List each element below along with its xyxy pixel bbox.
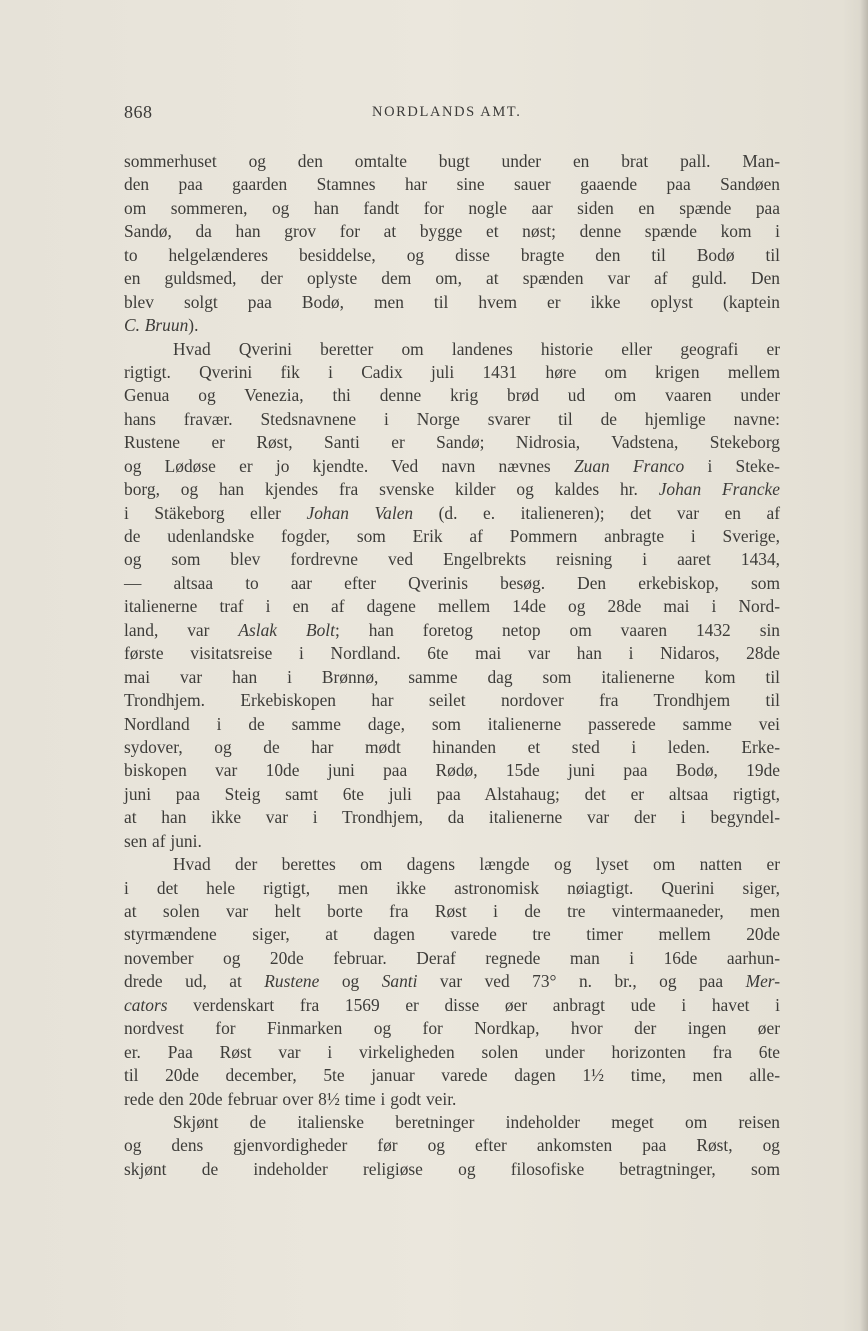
text-span: Trondhjem. Erkebiskopen har seilet nordover fra Trondhjem til: [124, 690, 780, 711]
text-span: de udenlandske fogder, som Erik af Pommern anbragte i Sverige,: [124, 526, 780, 546]
text-span: til 20de december, 5te januar varede dagen 1½ time, men alle-: [124, 1065, 780, 1086]
text-line: [124, 759, 780, 782]
text-span: Nordland i de samme dage, som italienerne passerede samme vei: [124, 713, 780, 734]
text-line: [124, 408, 780, 431]
text-span: blev solgt paa Bodø, men til hvem er ikke oplyst (kaptein: [124, 291, 780, 312]
text-line: [124, 338, 780, 361]
text-line: [124, 244, 780, 267]
text-line: [124, 736, 780, 759]
text-line: [124, 361, 780, 384]
text-line: [124, 806, 780, 829]
page-header: [124, 100, 780, 128]
italic-text: Santi: [381, 971, 418, 992]
page-edge-shadow: [860, 0, 868, 1331]
text-span: sommerhuset og den omtalte bugt under en brat pall. Man-: [124, 151, 780, 171]
italic-text: Mer-: [745, 971, 781, 992]
text-span: borg, og han kjendes fra svenske kilder og kaldes hr.: [124, 479, 659, 500]
text-line: [124, 853, 780, 876]
text-line: [124, 314, 780, 337]
text-span: hans fravær. Stedsnavnene i Norge svarer til de hjemlige navne:: [124, 408, 780, 429]
text-line: [124, 384, 780, 407]
text-line: [124, 947, 780, 970]
italic-text: cators: [124, 994, 168, 1015]
text-span: første visitatsreise i Nordland. 6te mai var han i Nidaros, 28de: [124, 643, 780, 664]
text-span: i det hele rigtigt, men ikke astronomisk nøiagtigt. Querini siger,: [124, 877, 780, 898]
text-line: [124, 455, 780, 478]
text-line: [124, 689, 780, 712]
text-span: italienerne traf i en af dagene mellem 14de og 28de mai i Nord-: [124, 596, 780, 617]
text-span: Skjønt de italienske beretninger indeholder meget om reisen: [173, 1111, 780, 1132]
text-span: skjønt de indeholder religiøse og filosofiske betragtninger, som: [124, 1158, 780, 1179]
text-line: [124, 572, 780, 595]
text-line: [124, 291, 780, 314]
text-span: juni paa Steig samt 6te juli paa Alstahaug; det er altsaa rigtigt,: [124, 783, 780, 804]
text-span: Genua og Venezia, thi denne krig brød ud om vaaren under: [124, 385, 780, 406]
text-line: [124, 642, 780, 665]
text-span: biskopen var 10de juni paa Rødø, 15de juni paa Bodø, 19de: [124, 760, 780, 781]
italic-text: Rustene: [264, 971, 320, 992]
text-span: ).: [188, 315, 199, 336]
text-span: og som blev fordrevne ved Engelbrekts reisning i aaret 1434,: [124, 549, 780, 570]
text-span: — altsaa to aar efter Qverinis besøg. Den erkebiskop, som: [124, 572, 780, 593]
italic-text: Aslak Bolt: [238, 619, 335, 640]
text-span: en guldsmed, der oplyste dem om, at spænden var af guld. Den: [124, 268, 780, 289]
text-span: (d. e. italieneren); det var en af: [413, 502, 781, 523]
text-span: land, var: [124, 619, 239, 640]
text-line: [124, 525, 780, 548]
text-line: [124, 502, 780, 525]
text-line: [124, 994, 780, 1017]
text-span: mai var han i Brønnø, samme dag som italienerne kom til: [124, 666, 780, 687]
text-line: [124, 173, 780, 196]
text-span: sydover, og de har mødt hinanden et sted i leden. Erke-: [124, 736, 780, 757]
text-span: nordvest for Finmarken og for Nordkap, hvor der ingen øer: [124, 1018, 780, 1039]
text-line: [124, 548, 780, 571]
text-span: og: [319, 971, 382, 992]
text-line: [124, 1017, 780, 1040]
text-span: november og 20de februar. Deraf regnede man i 16de aarhun-: [124, 947, 780, 968]
text-line: [124, 220, 780, 243]
text-line: [124, 713, 780, 736]
text-line: [124, 1111, 780, 1134]
text-line: [124, 1064, 780, 1087]
text-span: i Steke-: [684, 455, 780, 476]
running-head: NORDLANDS AMT.: [372, 104, 522, 120]
text-line: [124, 1041, 780, 1064]
text-line: [124, 1134, 780, 1157]
text-span: Hvad der berettes om dagens længde og lyset om natten er: [173, 854, 780, 875]
text-span: og Lødøse er jo kjendte. Ved navn nævnes: [124, 455, 574, 476]
text-line: [124, 783, 780, 806]
text-line: [124, 830, 780, 853]
text-line: [124, 1158, 780, 1181]
text-line: [124, 478, 780, 501]
page-number: 868: [124, 102, 153, 122]
text-span: Hvad Qverini beretter om landenes historie eller geografi er: [173, 338, 780, 359]
text-span: sen af juni.: [124, 830, 202, 851]
italic-text: Zuan Franco: [573, 455, 685, 476]
italic-text: C. Bruun: [124, 315, 189, 336]
text-span: rede den 20de februar over 8½ time i godt veir.: [124, 1088, 457, 1109]
text-span: ; han foretog netop om vaaren 1432 sin: [334, 619, 780, 640]
text-span: to helgelænderes besiddelse, og disse bragte den til Bodø til: [124, 244, 780, 265]
text-span: er. Paa Røst var i virkeligheden solen under horizonten fra 6te: [124, 1041, 780, 1062]
text-line: [124, 595, 780, 618]
text-span: i Stäkeborg eller: [124, 502, 307, 523]
text-span: at han ikke var i Trondhjem, da italienerne var der i begyndel-: [124, 807, 780, 828]
text-line: [124, 1088, 780, 1111]
italic-text: Johan Valen: [306, 502, 414, 523]
text-line: [124, 666, 780, 689]
text-line: [124, 619, 780, 642]
text-line: [124, 197, 780, 220]
text-line: [124, 900, 780, 923]
text-line: [124, 150, 780, 173]
text-span: var ved 73° n. br., og paa: [417, 971, 746, 992]
text-line: [124, 431, 780, 454]
text-line: [124, 267, 780, 290]
text-span: styrmændene siger, at dagen varede tre timer mellem 20de: [124, 924, 780, 945]
text-span: og dens gjenvordigheder før og efter ankomsten paa Røst, og: [124, 1135, 780, 1156]
text-span: rigtigt. Qverini fik i Cadix juli 1431 høre om krigen mellem: [124, 361, 780, 382]
text-line: [124, 877, 780, 900]
text-line: [124, 970, 780, 993]
text-span: om sommeren, og han fandt for nogle aar siden en spænde paa: [124, 197, 780, 218]
text-span: at solen var helt borte fra Røst i de tre vintermaaneder, men: [124, 901, 780, 921]
text-span: Sandø, da han grov for at bygge et nøst; denne spænde kom i: [124, 221, 780, 242]
text-span: den paa gaarden Stamnes har sine sauer gaaende paa Sandøen: [124, 174, 780, 195]
italic-text: Johan Francke: [658, 479, 780, 500]
body-text: [124, 150, 780, 1181]
text-span: drede ud, at: [124, 971, 265, 992]
text-span: verdenskart fra 1569 er disse øer anbragt ude i havet i: [167, 994, 780, 1015]
text-line: [124, 923, 780, 946]
text-span: Rustene er Røst, Santi er Sandø; Nidrosia, Vadstena, Stekeborg: [124, 432, 780, 453]
